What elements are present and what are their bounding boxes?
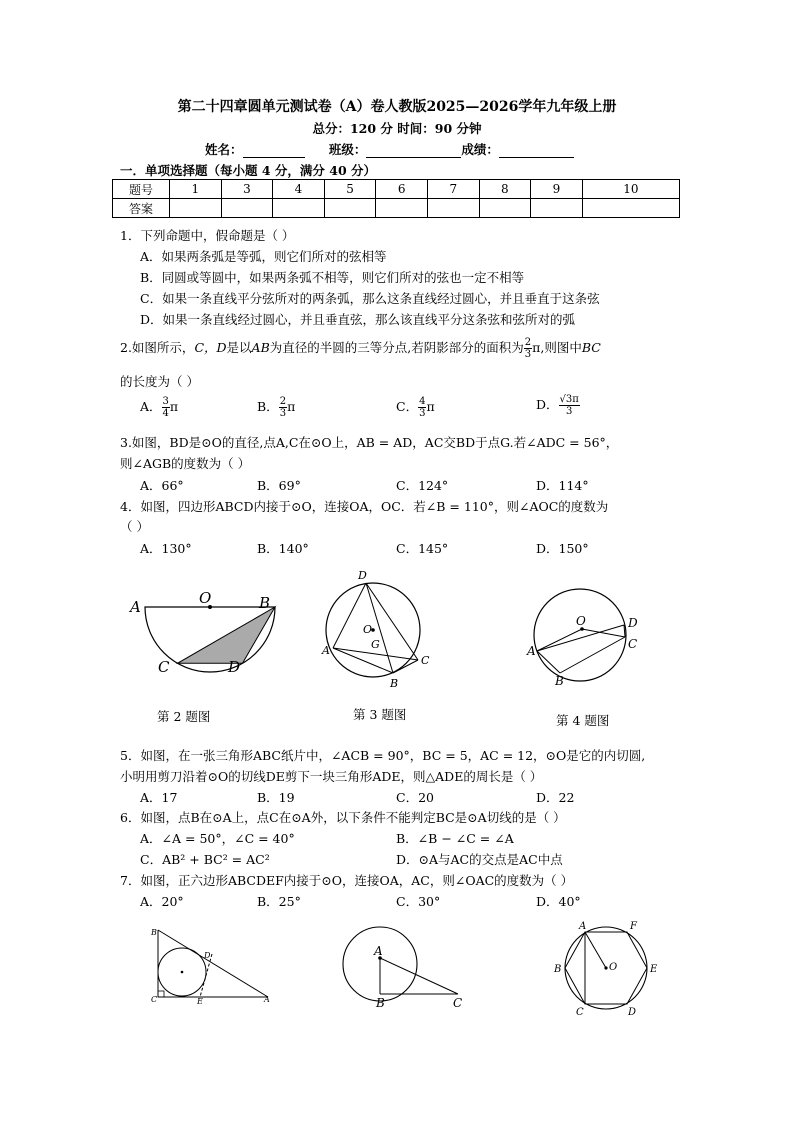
table-cell: 7 (427, 180, 479, 199)
table-cell: 1 (170, 180, 222, 199)
q7-option-b[interactable]: B．25° (257, 894, 301, 909)
label-c: C (576, 1007, 584, 1018)
label-o: O (363, 623, 373, 636)
label-d: D (628, 1007, 637, 1018)
label-a: A (322, 644, 330, 657)
figure-3-caption: 第 3 题图 (353, 707, 407, 722)
pi-symbol: π (532, 340, 541, 355)
grade-field[interactable] (499, 157, 574, 158)
label-e: E (197, 997, 203, 1006)
q2-area-fraction: $\frac{2}{3}$ (524, 337, 532, 360)
answer-cell[interactable] (170, 199, 222, 218)
section-heading: 一．单项选择题（每小题 4 分，满分 40 分） (120, 163, 377, 178)
q7-stem: 7．如图，正六边形ABCDEF内接于⊙O，连接OA，AC，则∠OAC的度数为（ ） (120, 873, 574, 888)
table-cell: 6 (376, 180, 428, 199)
q3-stem: 3.如图，BD是⊙O的直径,点A,C在⊙O上，AB = AD，AC交BD于点G.若∠ADC = 56°， (120, 435, 619, 450)
table-cell: 8 (479, 180, 531, 199)
q3-option-b[interactable]: B．69° (257, 478, 301, 493)
answer-cell[interactable] (427, 199, 479, 218)
table-row (113, 199, 680, 218)
label-a: A (374, 944, 383, 958)
table-cell: 答案 (113, 199, 170, 218)
q7-option-a[interactable]: A．20° (140, 894, 184, 909)
name-field[interactable] (243, 157, 305, 158)
label-b: B (555, 674, 564, 688)
label-b: B (554, 964, 562, 975)
q2-option-d[interactable]: D． $\frac{√3\pi}{3}$ (536, 394, 579, 417)
score-time: 总分：120 分 时间：90 分钟 (312, 121, 482, 136)
answer-cell[interactable] (582, 199, 679, 218)
q6-stem: 6．如图，点B在⊙A上，点C在⊙A外，以下条件不能判定BC是⊙A切线的是（ ） (120, 810, 566, 825)
q1-option-b[interactable]: B．同圆或等圆中，如果两条弧不相等，则它们所对的弦也一定不相等 (140, 270, 525, 285)
table-row (113, 180, 680, 199)
student-info-row (205, 140, 574, 158)
table-cell: 5 (324, 180, 376, 199)
q7-option-d[interactable]: D．40° (536, 894, 581, 909)
figure-2-caption: 第 2 题图 (157, 709, 211, 724)
label-o: O (199, 589, 212, 607)
label-d: D (358, 569, 367, 582)
label-c: C (151, 995, 158, 1004)
answer-cell[interactable] (273, 199, 325, 218)
class-field[interactable] (366, 157, 461, 158)
label-a: A (130, 598, 141, 616)
page-title: 第二十四章圆单元测试卷（A）卷人教版2025—2026学年九年级上册 (177, 99, 617, 115)
q2-option-c[interactable]: C． $\frac{4}{3}$ π (396, 396, 435, 419)
label-a: A (579, 921, 587, 932)
table-cell: 4 (273, 180, 325, 199)
q7-option-c[interactable]: C．30° (396, 894, 441, 909)
q1-option-a[interactable]: A．如果两条弧是等弧，则它们所对的弦相等 (140, 249, 387, 264)
q4-stem-2: （ ） (120, 519, 149, 534)
q2-text: ,则图中 (540, 340, 582, 355)
q4-option-c[interactable]: C．145° (396, 541, 449, 556)
table-cell: 9 (531, 180, 583, 199)
q4-option-d[interactable]: D．150° (536, 541, 589, 556)
label-b: B (376, 996, 385, 1010)
figure-5 (142, 922, 277, 1007)
label-o: O (576, 614, 586, 628)
answer-cell[interactable] (531, 199, 583, 218)
q3-stem-2: 则∠AGB的度数为（ ） (120, 456, 251, 471)
q2-text: 为直径的半圆的三等分点,若阴影部分的面积为 (269, 340, 524, 355)
label-d: D (204, 951, 211, 960)
q3-option-d[interactable]: D．114° (536, 478, 589, 493)
q6-option-a[interactable]: A．∠A = 50°，∠C = 40° (140, 831, 295, 846)
label-e: E (650, 964, 658, 975)
answer-cell[interactable] (324, 199, 376, 218)
label-c: C (158, 658, 170, 676)
table-cell: 题号 (113, 180, 170, 199)
label-d: D (228, 658, 241, 676)
q4-option-a[interactable]: A．130° (140, 541, 192, 556)
table-cell: 3 (221, 180, 273, 199)
label-f: F (630, 921, 637, 932)
figure-4 (520, 575, 650, 690)
label-b: B (390, 677, 399, 690)
q1-option-c[interactable]: C．如果一条直线平分弦所对的两条弧，那么这条直线经过圆心，并且垂直于这条弦 (140, 291, 600, 306)
q2-text: 是以 (226, 340, 252, 355)
q2-points: C，D (194, 340, 227, 355)
q1-option-d[interactable]: D．如果一条直线经过圆心，并且垂直弦，那么该直线平分这条弦和弦所对的弧 (140, 312, 576, 327)
q5-option-a[interactable]: A．17 (140, 790, 178, 805)
label-c: C (453, 996, 463, 1010)
q4-option-b[interactable]: B．140° (257, 541, 309, 556)
label-a: A (527, 644, 536, 658)
q6-option-d[interactable]: D．⊙A与AC的交点是AC中点 (396, 852, 563, 867)
q2-text: 2.如图所示， (120, 340, 195, 355)
q5-option-d[interactable]: D．22 (536, 790, 575, 805)
q4-stem: 4．如图，四边形ABCD内接于⊙O，连接OA，OC．若∠B = 110°，则∠AOC的度数为 (120, 499, 609, 514)
label-c: C (628, 637, 638, 651)
q5-stem: 5．如图，在一张三角形ABC纸片中，∠ACB = 90°，BC = 5，AC = 12，⊙O是它的内切圆, (120, 748, 646, 763)
q5-option-c[interactable]: C．20 (396, 790, 434, 805)
grade-label: 成绩： (461, 142, 499, 157)
class-label: 班级： (328, 142, 367, 157)
label-d: D (628, 616, 638, 630)
table-cell: 10 (582, 180, 679, 199)
label-b: B (151, 928, 157, 937)
q2-diameter: AB (251, 340, 270, 355)
q6-option-c[interactable]: C．AB² + BC² = AC² (140, 852, 270, 867)
q5-stem-2: 小明用剪刀沿着⊙O的切线DE剪下一块三角形ADE，则△ADE的周长是（ ） (120, 769, 543, 784)
q2-arc: BC (581, 340, 601, 355)
answer-cell[interactable] (376, 199, 428, 218)
label-a: A (264, 995, 270, 1004)
q3-option-c[interactable]: C．124° (396, 478, 449, 493)
figure-7 (548, 918, 668, 1018)
q3-option-a[interactable]: A．66° (140, 478, 184, 493)
answer-table (112, 179, 680, 218)
q2-option-b[interactable]: B． $\frac{2}{3}$ π (257, 396, 296, 419)
figure-6 (332, 920, 472, 1010)
q6-option-b[interactable]: B．∠B − ∠C = ∠A (396, 831, 514, 846)
figure-4-caption: 第 4 题图 (556, 713, 610, 728)
label-g: G (371, 638, 380, 651)
name-label: 姓名： (205, 142, 243, 157)
label-o: O (609, 962, 618, 973)
figure-3 (318, 565, 448, 693)
label-b: B (259, 594, 271, 612)
figure-2 (120, 570, 290, 680)
answer-cell[interactable] (221, 199, 273, 218)
q2-option-a[interactable]: A． $\frac{3}{4}$ π (140, 396, 179, 419)
q1-stem: 1．下列命题中，假命题是（ ） (120, 228, 295, 243)
q2-stem-2: 的长度为（ ） (120, 374, 199, 389)
label-c: C (421, 654, 430, 667)
q2-stem (120, 337, 601, 360)
q5-option-b[interactable]: B．19 (257, 790, 295, 805)
answer-cell[interactable] (479, 199, 531, 218)
